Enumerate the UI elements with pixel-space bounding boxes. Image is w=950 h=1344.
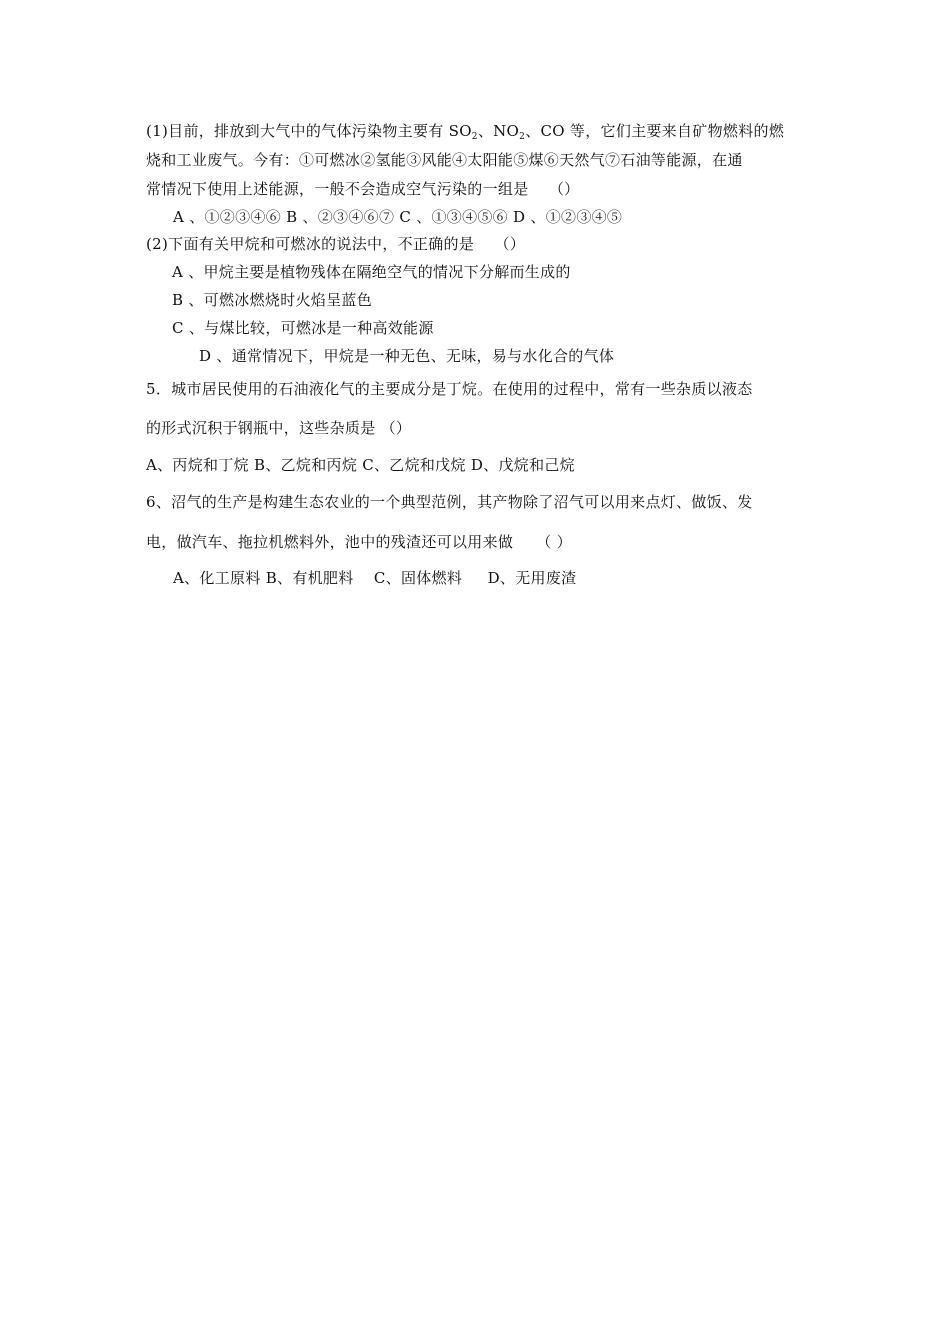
q6-options: A、化工原料 B、有机肥料 C、固体燃料 D、无用废渣 [173, 569, 577, 587]
q1-line-1-text-c: 、CO 等，它们主要来自矿物燃料的燃 [525, 122, 785, 140]
q1-line-2: 烧和工业废气。今有：①可燃冰②氢能③风能④太阳能⑤煤⑥天然气⑦石油等能源，在通 [146, 151, 743, 169]
q6-line-2: 电，做汽车、拖拉机燃料外，池中的残渣还可以用来做 （ ） [146, 533, 572, 551]
q1-line-3: 常情况下使用上述能源，一般不会造成空气污染的一组是 （） [146, 180, 580, 198]
q1-line-1-text-b: 、NO [477, 122, 520, 140]
q5-line-1: 5．城市居民使用的石油液化气的主要成分是丁烷。在使用的过程中，常有一些杂质以液态 [146, 380, 753, 398]
so2-subscript: 2 [471, 132, 478, 142]
no2-subscript: 2 [519, 132, 526, 142]
q1-options: A 、①②③④⑥ B 、②③④⑥⑦ C 、①③④⑤⑥ D 、①②③④⑤ [173, 208, 623, 226]
q2-option-b: B 、可燃冰燃烧时火焰呈蓝色 [172, 291, 372, 309]
q5-options: A、丙烷和丁烷 B、乙烷和丙烷 C、乙烷和戊烷 D、戊烷和己烷 [146, 456, 575, 474]
q2-option-a: A 、甲烷主要是植物残体在隔绝空气的情况下分解而生成的 [172, 263, 571, 281]
q6-line-1: 6、沼气的生产是构建生态农业的一个典型范例，其产物除了沼气可以用来点灯、做饭、发 [146, 493, 753, 511]
q1-line-1-text-a: (1)目前，排放到大气中的气体污染物主要有 SO [146, 122, 472, 140]
q2-stem: (2)下面有关甲烷和可燃冰的说法中，不正确的是 （） [146, 235, 526, 253]
q2-option-d: D 、通常情况下，甲烷是一种无色、无味，易与水化合的气体 [199, 347, 615, 365]
q2-option-c: C 、与煤比较，可燃冰是一种高效能源 [172, 319, 434, 337]
q1-line-1 [146, 121, 784, 141]
q5-line-2: 的形式沉积于钢瓶中，这些杂质是 （） [146, 419, 412, 437]
